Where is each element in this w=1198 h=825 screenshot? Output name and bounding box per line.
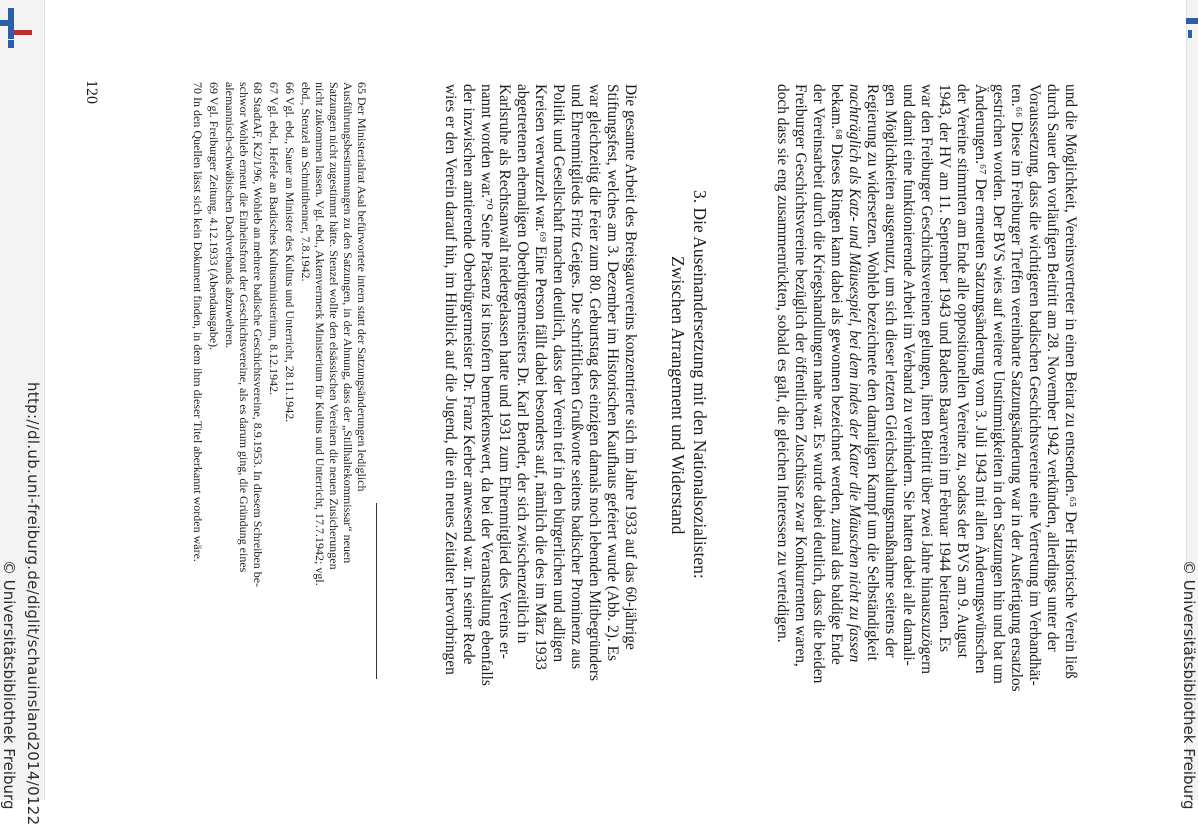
footnote-66: 66 Vgl. ebd., Sauer an Minister des Kultus und Unterricht, 28.11.1942. [283,82,297,423]
section-heading-line-2: Zwischen Arrangement und Widerstand [668,256,688,535]
body-line-4: ten.⁶⁶ Diese im Freiburger Treffen vereinbarte Satzungsänderung war in der Ausfertigung ersatzlos [1008,84,1025,692]
footnote-68-line-3: alemannisch-schwäbischen Dachverbands abzuwehren. [223,82,237,349]
body-line-20: war gleichzeitig die Feier zum 80. Geburtstag des einzigen damals noch lebenden Mitbegründers [586,84,603,682]
body-line-16: Freiburger Geschichtsvereine bezüglich der öffentlichen Zuschüsse zwar Konkurrenten waren, [792,84,809,667]
right-logo-icon [1186,18,1198,24]
footnote-65-line-4: nicht zukommen lassen. Vgl. ebd., Aktenvermerk Ministerium für Kultus und Unterricht, 17.7.1942; vgl. [313,82,327,586]
body-line-27: der inzwischen amtierende Oberbürgermeister Dr. Franz Kerber anwesend war. In seiner Rede [460,84,477,665]
page-number: 120 [83,80,100,104]
body-line-18: Die gesamte Arbeit des Breisgauvereins konzentrierte sich im Jahre 1933 auf das 60-jährige [622,84,639,650]
footnote-69: 69 Vgl. Freiburger Zeitung, 4.12.1933 (Abendausgabe). [207,82,221,351]
body-line-3: Voraussetzung, dass die wichtigeren badischen Geschichtsvereine eine Vertretung im Verbandhät- [1026,84,1043,686]
body-line-9: war den Freiburger Geschichtsvereinen gelungen, ihren Beitritt über zwei Jahre hinauszuzögern [918,84,935,674]
body-line-19: Stiftungsfest, welches am 3. Dezember im Historischen Kaufhaus gefeiert wurde (Abb. 2). Es [604,84,621,661]
body-line-15: der Vereinsarbeit durch die Kriegshandlungen nahe war. Es wurde dabei deutlich, dass die beiden [810,84,827,684]
body-line-5: gestrichen worden. Der BVS wies auf weitere Unstimmigkeiten in den Satzungen hin und bat um [990,84,1007,684]
body-line-14: bekam.⁶⁸ Dieses Ringen kann dabei als gewonnen bezeichnet werden, zumal das baldige Ende [828,84,845,665]
library-logo-icon-accent [14,30,32,35]
right-logo-icon-foot [1188,30,1192,38]
body-line-7: der Vereine stimmten am Ende alle oppositionellen Vereine zu, sodass der BVS am 9. August [954,84,971,658]
body-line-17: doch dass sie eng zusammenrückten, sobald es galt, die gleichen Interessen zu verteidigen. [774,84,791,643]
body-line-10: und damit eine funktionierende Arbeit im Verband zu verhindern. Sie hatten dabei alle damali- [900,84,917,666]
footnote-70: 70 In den Quellen lässt sich kein Dokument finden, in dem ihm dieser Titel aberkannt worden wäre. [191,82,205,562]
footnote-68-line-2: schwor Wohleb erneut die Einheitsfront der Geschichtsvereine, als es darum ging, die Gründung eines [237,82,251,573]
body-line-25: Karlsruhe als Rechtsanwalt niedergelassen hatte und 1931 zum Ehrenmitglied des Vereins er- [496,84,513,659]
right-copyright: © Universitätsbibliothek Freiburg [1180,560,1198,810]
library-logo-icon-bar [0,20,14,26]
body-line-6: Änderungen.⁶⁷ Der erneuten Satzungsänderung vom 3. Juli 1943 mit allen Änderungswünschen [972,84,989,674]
left-copyright: © Universitätsbibliothek Freiburg [0,560,18,810]
body-line-28: wies er den Verein darauf hin, im Hinblick auf die Jugend, die ein neues Zeitalter hervorbringen [442,84,459,675]
body-line-21: und Ehrenmitglieds Fritz Geiges. Die schriftlichen Grußworte seitens badischer Prominenz aus [568,84,585,670]
footnote-67: 67 Vgl. ebd., Hefele an Badisches Kultusministerium, 8.12.1942. [267,82,281,396]
body-line-13: nachträglich als Katz- und Mäusespiel, bei dem indes der Kater die Mäuschen nicht zu fassen [846,84,863,663]
body-line-12: Regierung zu widersetzen. Wohleb bezeichnete den damaligen Kampf um die Selbständigkeit [864,84,881,661]
library-logo-icon-foot [8,40,14,48]
footnote-65-line-1: 65 Der Ministerialrat Asal befürwortete intern statt der Satzungsänderungen lediglich [355,82,369,492]
source-url[interactable]: http://dl.ub.uni-freiburg.de/diglit/schauinsland2014/0122 [24,382,42,825]
footnote-68-line-1: 68 StadtAF, K2/1/96, Wohleb an mehrere badische Geschichtsvereine, 8.9.1953. In diesem Schreiben be- [251,82,265,588]
body-line-26: nannt worden war.⁷⁰ Seine Präsenz ist insofern bemerkenswert, da bei der Veranstaltung ebenfalls [478,84,495,686]
footnote-65-line-5: ebd., Stenzel an Schmitthenner, 7.8.1942. [299,82,313,282]
body-line-22: Politik und Gesellschaft machen deutlich, dass der Verein tief in den bürgerlichen und adligen [550,84,567,663]
body-line-24: abgetretenen ehemaligen Oberbürgermeisters Dr. Karl Bender, der sich zwischenzeitlich in [514,84,531,644]
body-line-11: gen Möglichkeiten ausgenutzt, um sich dieser letzten Gleichschaltungsmaßnahme seitens der [882,84,899,658]
body-line-23: Kreisen verwurzelt war.⁶⁹ Eine Person fällt dabei besonders auf, nämlich die des im März 1933 [532,84,549,670]
footnote-65-line-3: Satzungen nicht zugestimmt hätte. Stenzel wollte den elsässischen Vereinen die neuen Zusicherungen [327,82,341,570]
body-line-8: 1943, der HV am 11. September 1943 und Badens Baarverein im Februar 1944 beitraten. Es [936,84,953,653]
body-line-1: und die Möglichkeit, Vereinsvertreter in einen Beirat zu entsenden.⁶⁵ Der Historische Verein ließ [1062,84,1079,679]
section-heading-line-1: 3. Die Auseinandersetzung mit den Nationalsozialisten: [690,190,710,579]
footnote-65-line-2: Ausführungsbestimmungen zu den Satzungen, in der Ahnung, dass der „Stillhaltekommissar“ neuen [341,82,355,564]
body-line-2: durch Sauer den vorläufigen Beitritt am 28. November 1942 verkünden, allerdings unter der [1044,84,1061,652]
footnote-separator [376,503,377,679]
